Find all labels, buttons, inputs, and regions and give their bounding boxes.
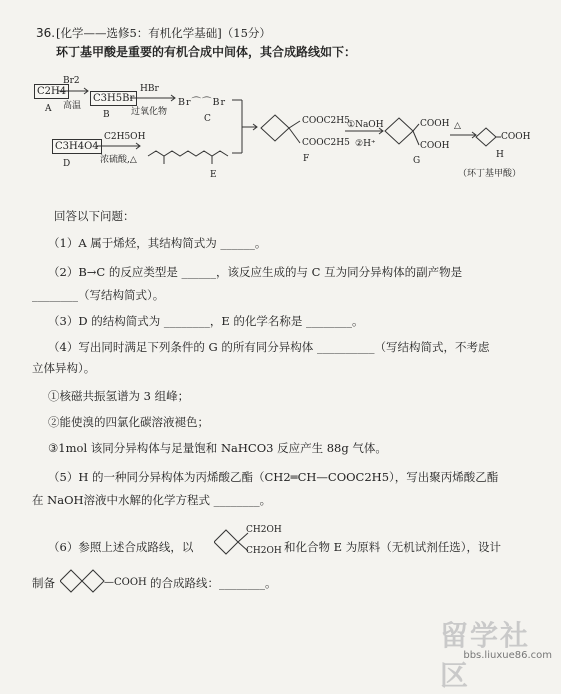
compound-g-label: G xyxy=(413,156,421,166)
condition-1: ①核磁共振氢谱为 3 组峰； xyxy=(48,389,190,403)
watermark-logo xyxy=(440,610,560,692)
compound-a-label: A xyxy=(45,104,52,114)
arrow1-reagent: Br2 xyxy=(63,76,80,86)
arrow4-reagent: ①NaOH xyxy=(347,120,384,130)
question-5-line2: 在 NaOH溶液中水解的化学方程式 ________。 xyxy=(32,493,272,507)
question-number: 36. xyxy=(36,26,56,40)
question-1: （1）A 属于烯烃，其结构简式为 ______。 xyxy=(48,236,267,250)
diol-ch2oh-top: CH2OH xyxy=(246,525,282,535)
condition-3: ③1mol 该同分异构体与足量饱和 NaHCO3 反应产生 88g 气体。 xyxy=(48,441,387,455)
question-2-line1: （2）B→C 的反应类型是 ______，该反应生成的与 C 互为同分异构体的副产物是 xyxy=(48,265,463,279)
watermark-brand: 留学社区 xyxy=(440,619,531,692)
question-6-line2-pre: 制备 xyxy=(32,576,55,590)
spiro-ring-right xyxy=(82,570,104,592)
g-bond-top xyxy=(413,124,419,131)
arrow2-reagent: HBr xyxy=(140,84,159,94)
compound-a-box: C2H4 xyxy=(34,84,69,99)
question-6-line1-post: 和化合物 E 为原料（无机试剂任选），设计 xyxy=(284,540,501,554)
scheme-arrows-and-rings xyxy=(0,0,561,200)
spiro-target-structure xyxy=(60,568,106,594)
compound-c-label: C xyxy=(204,114,211,124)
arrow3-reagent: C2H5OH xyxy=(104,132,146,142)
arrow3-condition: 浓硫酸,△ xyxy=(100,155,137,165)
g-bond-bottom xyxy=(413,131,419,145)
watermark-url: bbs.liuxue86.com xyxy=(463,650,552,661)
g-acid-bottom: COOH xyxy=(420,141,450,151)
question-5-line1: （5）H 的一种同分异构体为丙烯酸乙酯（CH2═CH—COOC2H5），写出聚丙烯酸乙酯 xyxy=(48,470,499,484)
question-header: [化学——选修5：有机化学基础]（15分） xyxy=(56,26,271,40)
f-cyclobutane-ring xyxy=(261,115,289,141)
spiro-ring-left xyxy=(60,570,82,592)
arrow4-condition: ②H⁺ xyxy=(355,139,376,149)
diol-ring xyxy=(214,530,238,554)
condition-2: ②能使溴的四氯化碳溶液褪色； xyxy=(48,415,209,429)
h-acid: COOH xyxy=(501,132,531,142)
compound-e-label: E xyxy=(210,170,217,180)
h-cyclobutane-ring xyxy=(476,128,496,146)
f-bond-bottom xyxy=(289,128,300,143)
g-cyclobutane-ring xyxy=(385,118,413,144)
question-3: （3）D 的结构简式为 ________，E 的化学名称是 ________。 xyxy=(48,314,364,328)
question-4-line1: （4）写出同时满足下列条件的 G 的所有同分异构体 __________（写结构简式，不考虑 xyxy=(48,340,490,354)
answer-prompt: 回答以下问题： xyxy=(54,209,135,223)
compound-h-label: H xyxy=(496,150,504,160)
question-intro: 环丁基甲酸是重要的有机合成中间体，其合成路线如下： xyxy=(56,45,357,59)
compound-d-box: C3H4O4 xyxy=(52,139,102,154)
f-bond-top xyxy=(289,121,300,128)
target-cooh: —COOH xyxy=(104,577,147,588)
question-4-line2: 立体异构）。 xyxy=(32,361,96,375)
arrow5-condition: △ xyxy=(454,121,461,131)
question-6-line2-post: 的合成路线：________。 xyxy=(150,576,277,590)
diol-ch2oh-bottom: CH2OH xyxy=(246,546,282,556)
f-ester-bottom: COOC2H5 xyxy=(302,138,350,148)
arrow1-condition: 高温 xyxy=(63,101,82,111)
arrow2-condition: 过氧化物 xyxy=(131,107,168,117)
compound-f-label: F xyxy=(303,154,310,164)
compound-d-label: D xyxy=(63,159,71,169)
compound-h-name: （环丁基甲酸） xyxy=(458,169,522,179)
f-ester-top: COOC2H5 xyxy=(302,116,350,126)
e-diester-chain xyxy=(148,151,228,156)
compound-c-structure: Br⌒⌒Br xyxy=(178,97,227,108)
question-6-line1-pre: （6）参照上述合成路线，以 xyxy=(48,540,194,554)
compound-b-label: B xyxy=(103,110,110,120)
question-2-line2: ________（写结构简式）。 xyxy=(32,288,165,302)
compound-b-box: C3H5Br xyxy=(90,91,137,106)
g-acid-top: COOH xyxy=(420,119,450,129)
